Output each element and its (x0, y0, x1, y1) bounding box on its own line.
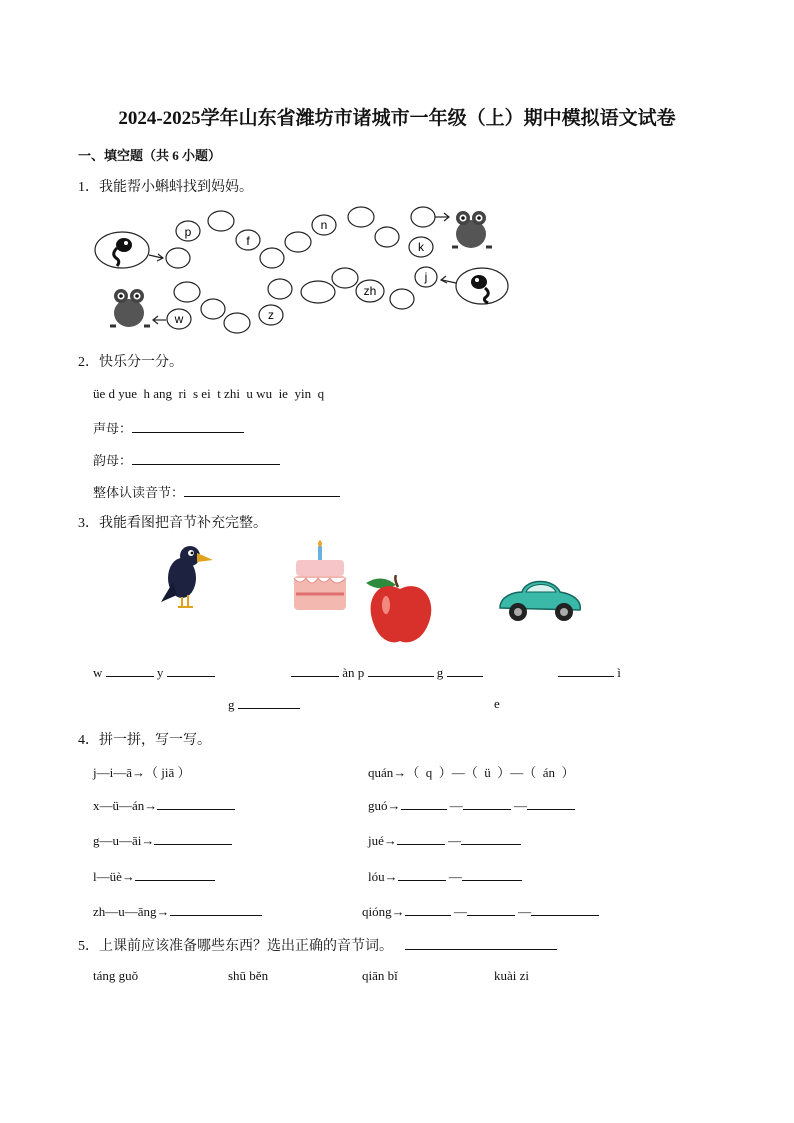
syllable-part: w (93, 665, 103, 680)
question-2: 2．快乐分一分。 (78, 355, 183, 370)
answer-blank[interactable] (238, 696, 300, 709)
pinyin-right-4: lóu→ — (368, 868, 522, 885)
syllable-part: g (228, 697, 235, 712)
answer-blank[interactable] (170, 903, 262, 916)
answer-blank[interactable] (462, 868, 522, 881)
option-1: táng guǒ (93, 968, 139, 983)
answer-blank[interactable] (467, 903, 515, 916)
shengmu-label: 声母： (93, 421, 133, 436)
pinyin-right-2: guó→ — — (368, 797, 575, 814)
answer-blank[interactable] (398, 868, 446, 881)
section-heading: 一、填空题（共 6 小题） (78, 148, 222, 163)
frog-icon (110, 289, 150, 327)
tadpole-maze (90, 200, 520, 340)
answer-blank[interactable] (405, 937, 557, 950)
pinyin-right-5: qióng→ — — (362, 903, 599, 920)
maze-letter: w (174, 312, 184, 326)
option-2: shū běn (228, 968, 269, 983)
option-3: qiān bǐ (362, 968, 398, 983)
q3-row1-item3 (558, 664, 621, 681)
syllable-part: ì (617, 665, 621, 680)
pinyin-right-3: jué→ — (368, 832, 521, 849)
maze-letter: f (246, 234, 250, 248)
syllable-part: àn p (342, 665, 365, 680)
answer-blank[interactable] (401, 797, 447, 810)
answer-blank[interactable] (397, 832, 445, 845)
answer-blank[interactable] (461, 832, 521, 845)
maze-letter: z (268, 308, 274, 322)
syllable-part: g (436, 665, 444, 680)
crow-icon (155, 540, 215, 615)
answer-blank[interactable] (558, 664, 614, 677)
maze-letter: p (184, 225, 192, 239)
tadpole-bubble-icon (95, 232, 163, 268)
page-title: 2024-2025学年山东省潍坊市诸城市一年级（上）期中模拟语文试卷 (118, 108, 676, 129)
maze-letter: zh (363, 284, 377, 298)
zhengti-label: 整体认读音节： (93, 485, 185, 500)
yunmu-row (93, 450, 280, 469)
question-1: 1．我能帮小蝌蚪找到妈妈。 (78, 180, 253, 195)
q3-row2-item2: e (494, 696, 500, 711)
shengmu-row (93, 418, 244, 437)
pinyin-left-3: g—u—āi→ (93, 832, 232, 849)
answer-blank[interactable] (106, 664, 154, 677)
answer-blank[interactable] (135, 868, 215, 881)
maze-letter: k (418, 240, 424, 254)
pinyin-left-4: l—üè→ (93, 868, 215, 885)
answer-blank[interactable] (167, 664, 215, 677)
q3-row1-item1 (93, 664, 215, 681)
frog-icon (452, 211, 492, 248)
option-4: kuài zi (494, 968, 530, 983)
answer-blank[interactable] (405, 903, 451, 916)
question-5-text: 5．上课前应该准备哪些东西？选出正确的音节词。 (78, 939, 393, 954)
pinyin-left-5: zh—u—āng→ (93, 903, 262, 920)
question-5 (78, 935, 557, 955)
answer-blank[interactable] (154, 832, 232, 845)
question-4: 4．拼一拼，写一写。 (78, 733, 211, 748)
q3-row2-item1 (228, 696, 300, 713)
answer-blank[interactable] (132, 420, 244, 433)
car-icon (496, 572, 584, 624)
cake-icon (290, 540, 350, 615)
yunmu-label: 韵母： (93, 453, 133, 468)
zhengti-row (93, 482, 340, 501)
pinyin-left-1: j—i—ā→（ jiā ） (93, 765, 191, 780)
answer-blank[interactable] (132, 452, 280, 465)
pinyin-left-2: x—ü—án→ (93, 797, 235, 814)
maze-letter: j (424, 270, 428, 284)
question-3: 3．我能看图把音节补充完整。 (78, 516, 267, 531)
tadpole-bubble-icon (441, 268, 508, 304)
answer-blank[interactable] (447, 664, 483, 677)
answer-blank[interactable] (184, 484, 340, 497)
answer-blank[interactable] (157, 797, 235, 810)
apple-icon (362, 575, 438, 645)
answer-blank[interactable] (527, 797, 575, 810)
syllable-part: y (156, 665, 164, 680)
answer-blank[interactable] (463, 797, 511, 810)
q3-row1-item2 (291, 664, 483, 681)
pinyin-right-1: quán→（ q ）—（ ü ）—（ án ） (368, 765, 575, 780)
answer-blank[interactable] (291, 664, 339, 677)
answer-blank[interactable] (368, 664, 434, 677)
answer-blank[interactable] (531, 903, 599, 916)
maze-letter: n (320, 218, 328, 232)
syllable-list: üe d yue h ang ri s ei t zhi u wu ie yin q (93, 386, 325, 401)
